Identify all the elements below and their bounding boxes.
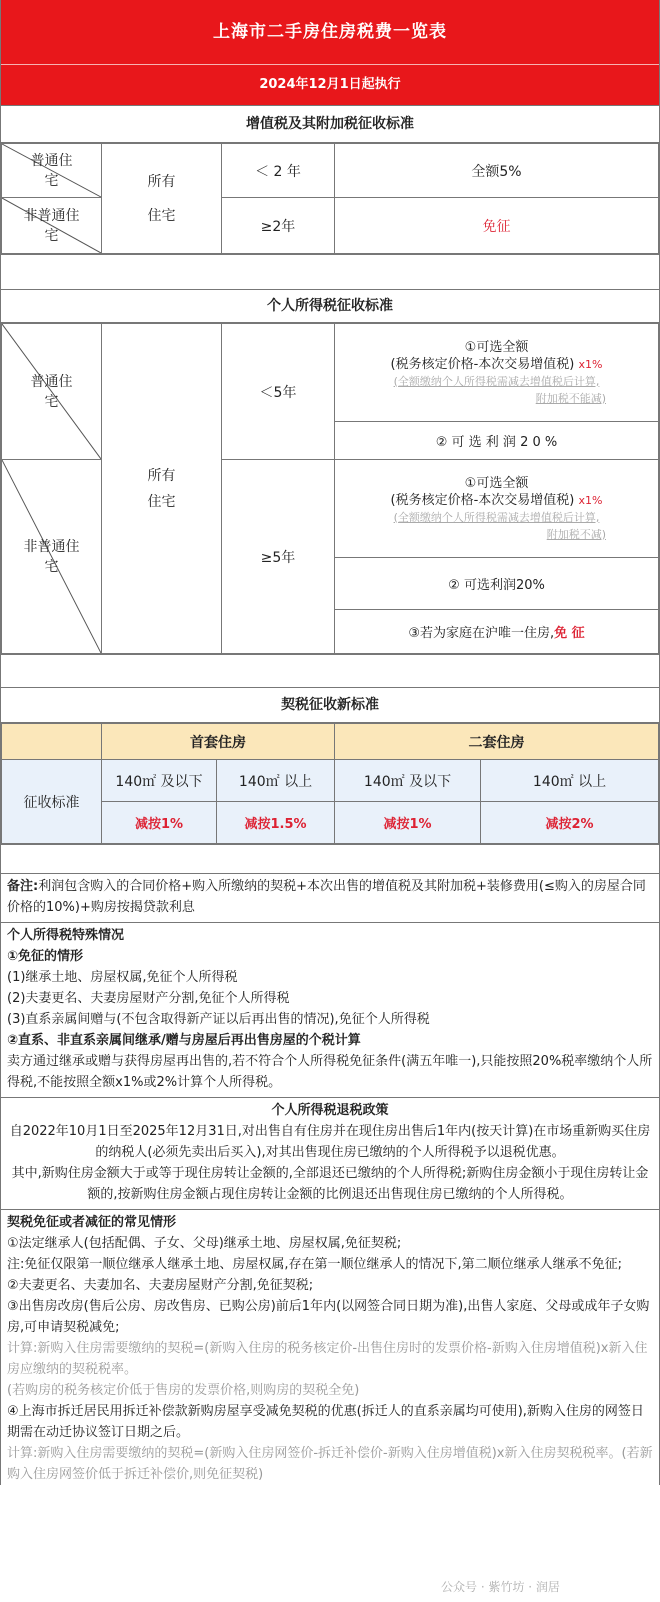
vat-table xyxy=(1,143,659,254)
deed-exempt-1-note: 注:免征仅限第一顺位继承人继承土地、房屋权属,存在第一顺位继承人的情况下,第二顺位继承人继承不免征; xyxy=(7,1257,623,1272)
income-tax-section-title: 个人所得税征收标准 xyxy=(1,289,659,323)
income-type-nonnormal: 非普通住宅 xyxy=(2,460,102,654)
vat-lt2-label: ＜ 2 年 xyxy=(222,144,335,198)
income-ge5-option1: ①可选全额 (税务核定价格-本次交易增值税) x1% (全额缴纳个人所得税需减去增值税后计算, 附加税不减) xyxy=(335,460,659,558)
refund-paragraph-1: 自2022年10月1日至2025年12月31日,对出售自有住房并在现住房出售后1年内(按天计算)在市场重新购买住房的纳税人(必须先卖出后买入),对其出售现住房已缴纳的个人所得税予以退税优惠。 xyxy=(9,1124,651,1160)
deed-exempt-3-calc: 计算:新购入住房需要缴纳的契税=(新购入住房的税务核定价-出售住房时的发票价格-新购入住房增值税)x新入住房应缴纳的契税税率。 xyxy=(7,1341,648,1377)
page-title: 上海市二手房住房税费一览表 xyxy=(1,0,659,64)
income-lt5-label: ＜5年 xyxy=(222,324,335,460)
vat-ge2-label: ≥2年 xyxy=(222,198,335,254)
resale-text: 卖方通过继承或赠与获得房屋再出售的,若不符合个人所得税免征条件(满五年唯一),只能按照20%税率缴纳个人所得税,不能按照全额x1%或2%计算个人所得税。 xyxy=(7,1054,653,1090)
deed-section-title: 契税征收新标准 xyxy=(1,687,659,723)
income-lt5-option2: ② 可 选 利 润 2 0 % xyxy=(335,422,659,460)
effective-date: 2024年12月1日起执行 xyxy=(1,64,659,105)
resale-title: ②直系、非直系亲属间继承/赠与房屋后再出售房屋的个税计算 xyxy=(7,1033,361,1048)
vat-ge2-value: 免征 xyxy=(335,198,659,254)
exempt-item-3: (3)直系亲属间赠与(不包含取得新产证以后再出售的情况),免征个人所得税 xyxy=(7,1012,430,1027)
remark: 备注:利润包含购入的合同价格+购入所缴纳的契税+本次出售的增值税及其附加税+装修费用(≤购入的房屋合同价格的10%)+购房按揭贷款利息 xyxy=(7,879,646,915)
deed-first-home: 首套住房 xyxy=(102,724,335,760)
deed-area-3: 140㎡ 及以下 xyxy=(335,760,481,802)
notes-section xyxy=(1,873,659,1485)
deed-second-home: 二套住房 xyxy=(335,724,659,760)
income-ge5-option2: ② 可选利润20% xyxy=(335,558,659,610)
deed-exempt-4: ④上海市拆迁居民用拆迁补偿款新购房屋享受减免契税的优惠(拆迁人的直系亲属均可使用),新购入住房的网签日期需在动迁协议签订日期之后。 xyxy=(7,1404,644,1440)
vat-type-normal: 普通住宅 xyxy=(2,144,102,198)
deed-exempt-4-calc: 计算:新购入住房需要缴纳的契税=(新购入住房网签价-拆迁补偿价-新购入住房增值税)x新入住房契税税率。(若新购入住房网签价低于拆迁补偿价,则免征契税) xyxy=(7,1446,653,1482)
deed-row-label: 征收标准 xyxy=(2,760,102,844)
deed-area-2: 140㎡ 以上 xyxy=(217,760,335,802)
vat-all-housing: 所有 住宅 xyxy=(102,144,222,254)
deed-rate-4: 减按2% xyxy=(481,802,659,844)
income-ge5-option3: ③若为家庭在沪唯一住房,免 征 xyxy=(335,610,659,654)
deed-area-4: 140㎡ 以上 xyxy=(481,760,659,802)
watermark: 公众号 · 紫竹坊 · 润居 xyxy=(441,1580,560,1594)
deed-area-1: 140㎡ 及以下 xyxy=(102,760,217,802)
income-lt5-option1: ①可选全额 (税务核定价格-本次交易增值税) x1% (全额缴纳个人所得税需减去增值税后计算, 附加税不能减) xyxy=(335,324,659,422)
income-type-normal: 普通住宅 xyxy=(2,324,102,460)
deed-rate-2: 减按1.5% xyxy=(217,802,335,844)
deed-rate-1: 减按1% xyxy=(102,802,217,844)
vat-lt2-value: 全额5% xyxy=(335,144,659,198)
special-title: 个人所得税特殊情况 xyxy=(7,928,125,943)
refund-paragraph-2: 其中,新购住房金额大于或等于现住房转让金额的,全部退还已缴纳的个人所得税;新购住房金额小于现住房转让金额的,按新购住房金额占现住房转让金额的比例退还出售现住房已缴纳的个人所得税。 xyxy=(11,1166,649,1202)
deed-exempt-1: ①法定继承人(包括配偶、子女、父母)继承土地、房屋权属,免征契税; xyxy=(7,1236,402,1251)
income-tax-table xyxy=(1,323,659,654)
income-ge5-label: ≥5年 xyxy=(222,460,335,654)
vat-section-title: 增值税及其附加税征收标准 xyxy=(1,105,659,143)
deed-table xyxy=(1,723,659,844)
exempt-title: ①免征的情形 xyxy=(7,949,84,964)
deed-rate-3: 减按1% xyxy=(335,802,481,844)
deed-exempt-3-note: (若购房的税务核定价低于售房的发票价格,则购房的契税全免) xyxy=(7,1383,360,1398)
refund-title: 个人所得税退税政策 xyxy=(271,1103,389,1118)
vat-type-nonnormal: 非普通住宅 xyxy=(2,198,102,254)
deed-exempt-2: ②夫妻更名、夫妻加名、夫妻房屋财产分割,免征契税; xyxy=(7,1278,314,1293)
income-all-housing: 所有 住宅 xyxy=(102,324,222,654)
exempt-item-1: (1)继承土地、房屋权属,免征个人所得税 xyxy=(7,970,238,985)
exempt-item-2: (2)夫妻更名、夫妻房屋财产分割,免征个人所得税 xyxy=(7,991,290,1006)
deed-exempt-3: ③出售房改房(售后公房、房改售房、已购公房)前后1年内(以网签合同日期为准),出售人家庭、父母或成年子女购房,可申请契税减免; xyxy=(7,1299,650,1335)
deed-exempt-title: 契税免征或者减征的常见情形 xyxy=(7,1215,177,1230)
